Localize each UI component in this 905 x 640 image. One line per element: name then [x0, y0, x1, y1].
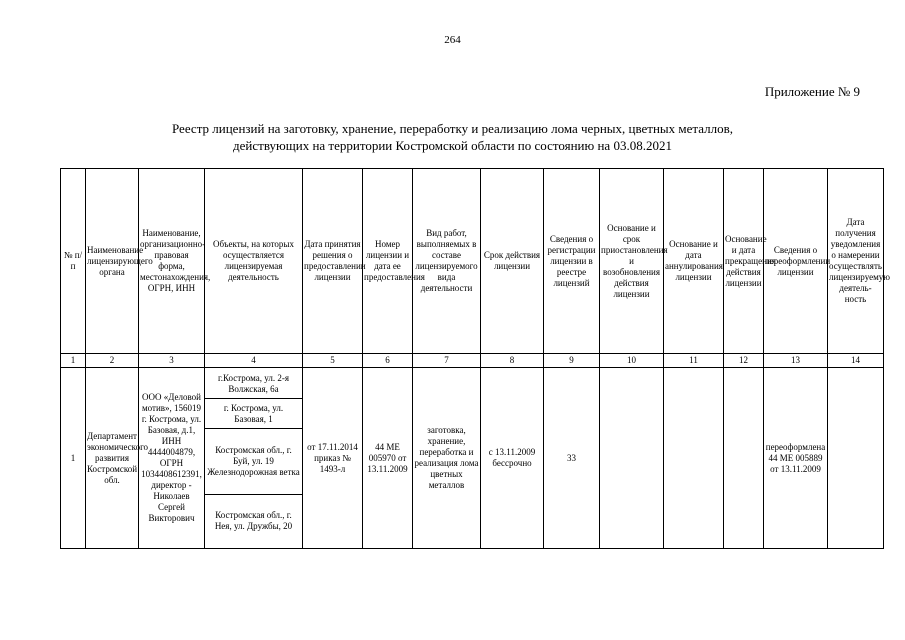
column-number: 5: [303, 354, 363, 368]
header-cell: № п/п: [61, 169, 86, 354]
notification-cell: [828, 368, 884, 549]
object-item: Костромская обл., г. Нея, ул. Дружбы, 20: [214, 510, 293, 531]
column-number: 6: [363, 354, 413, 368]
header-cell: Сведения о переоформлении лицензии: [764, 169, 828, 354]
column-number: 9: [544, 354, 600, 368]
termination-cell: [724, 368, 764, 549]
title-line-1: Реестр лицензий на заготовку, хранение, переработку и реализацию лома черных, цветных металлов,: [172, 121, 733, 136]
work-type-cell: заготовка, хранение, переработка и реализация лома цветных металлов: [413, 368, 481, 549]
column-number: 12: [724, 354, 764, 368]
column-number: 7: [413, 354, 481, 368]
column-number: 4: [205, 354, 303, 368]
header-cell: Основание и дата аннулирования лицензии: [664, 169, 724, 354]
objects-cell: [205, 368, 303, 549]
header-row: [61, 169, 884, 354]
authority-cell: Департамент экономического развития Костромской обл.: [86, 368, 139, 549]
title-line-2: действующих на территории Костромской области по состоянию на 03.08.2021: [233, 138, 672, 153]
appendix-label: Приложение № 9: [764, 84, 860, 99]
decision-date-cell: от 17.11.2014 приказ № 1493-л: [303, 368, 363, 549]
header-cell: Основание и дата прекращения действия лицензии: [724, 169, 764, 354]
column-number-row: [61, 354, 884, 368]
row-number-cell: 1: [61, 368, 86, 549]
license-registry-table: [60, 168, 890, 549]
column-number: 8: [481, 354, 544, 368]
column-number: 11: [664, 354, 724, 368]
header-cell: Номер лицензии и дата ее предоставления: [363, 169, 413, 354]
column-number: 10: [600, 354, 664, 368]
object-item: г.Кострома, ул. 2-я Волжская, 6а: [205, 369, 302, 399]
column-number: 1: [61, 354, 86, 368]
document-title: [60, 120, 845, 154]
column-number: 3: [139, 354, 205, 368]
organization-cell: ООО «Деловой мотив», 156019 г. Кострома, ул. Базовая, д.1, ИНН 4444004879, ОГРН 1034408612391, директор - Николаев Сергей Викторович: [139, 368, 205, 549]
header-cell: Основание и срок приостановления и возобновления действия лицензии: [600, 169, 664, 354]
header-cell: Дата принятия решения о предоставлении лицензии: [303, 169, 363, 354]
header-cell: Сведения о регистрации лицензии в реестре лицензий: [544, 169, 600, 354]
column-number: 14: [828, 354, 884, 368]
license-number-cell: 44 МЕ 005970 от 13.11.2009: [363, 368, 413, 549]
header-cell: Наименование лицензирующего органа: [86, 169, 139, 354]
validity-cell: с 13.11.2009 бессрочно: [481, 368, 544, 549]
table-row: [61, 368, 884, 549]
registry-cell: 33: [544, 368, 600, 549]
column-number: 13: [764, 354, 828, 368]
reissue-cell: переоформлена 44 МЕ 005889 от 13.11.2009: [764, 368, 828, 549]
header-cell: Срок действия лицензии: [481, 169, 544, 354]
annulment-cell: [664, 368, 724, 549]
page-number: 264: [444, 34, 461, 46]
header-cell: Объекты, на которых осуществляется лицензируемая деятельность: [205, 169, 303, 354]
suspension-cell: [600, 368, 664, 549]
header-cell: Дата получения уведомления о намерении осуществлять лицензируемую деятель-ность: [828, 169, 884, 354]
object-item: Костромская обл., г. Буй, ул. 19 Железнодорожная ветка: [205, 429, 302, 495]
header-cell: Наименование, организационно-правовая форма, местонахождения, ОГРН, ИНН: [139, 169, 205, 354]
header-cell: Вид работ, выполняемых в составе лицензируемого вида деятельности: [413, 169, 481, 354]
object-item: г. Кострома, ул. Базовая, 1: [205, 399, 302, 429]
column-number: 2: [86, 354, 139, 368]
